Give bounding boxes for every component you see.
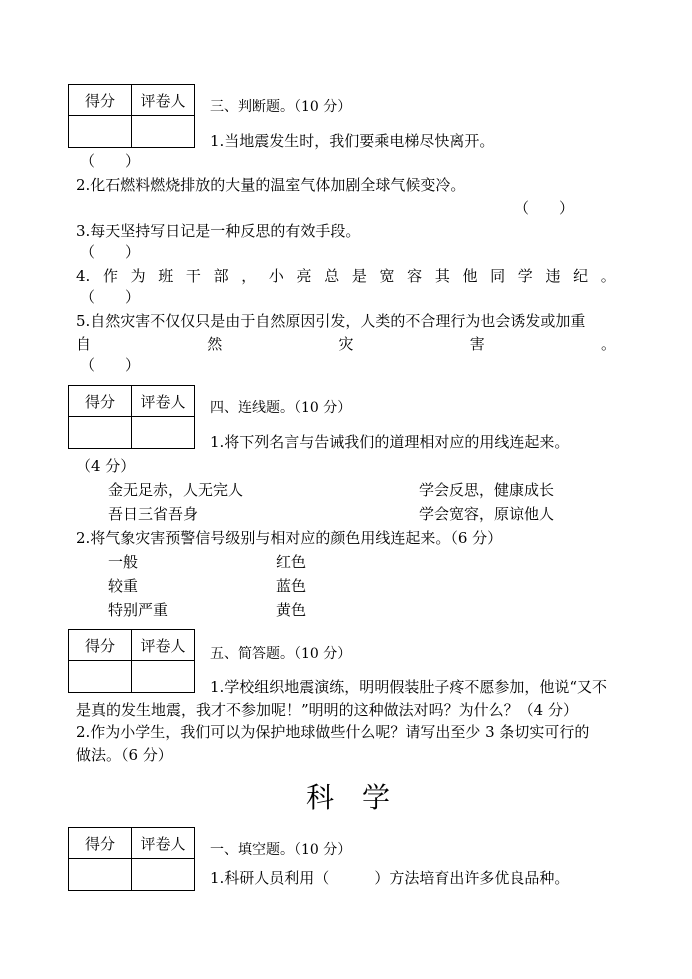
score-header: 得分: [69, 386, 132, 417]
lesson-item: 学会宽容，原谅他人: [419, 505, 555, 523]
score-table-sec4: [68, 385, 195, 449]
justified-char: 他: [462, 267, 478, 285]
score-table-science: [68, 827, 195, 891]
grader-cell: [132, 417, 195, 449]
justified-char: 学: [517, 267, 533, 285]
grader-cell: [132, 859, 195, 891]
sec5-q1-line2: 是真的发生地震，我才不参加呢！”明明的这种做法对吗？为什么？（4 分）: [76, 701, 578, 719]
justified-char: 班: [158, 267, 174, 285]
grader-header: 评卷人: [132, 828, 195, 859]
justified-char: ，: [241, 267, 257, 285]
justified-char: 总: [324, 267, 340, 285]
sec3-q4: [76, 266, 616, 286]
warning-level: 特别严重: [108, 601, 169, 619]
score-header: 得分: [69, 85, 132, 116]
sec3-q5-line1: 5.自然灾害不仅仅只是由于自然原因引发，人类的不合理行为也会诱发或加重: [76, 312, 586, 330]
score-table-sec3: [68, 84, 195, 148]
justified-char: 害: [469, 335, 485, 353]
justified-char: 同: [490, 267, 506, 285]
grader-header: 评卷人: [132, 630, 195, 661]
sec5-q2-line1: 2.作为小学生，我们可以为保护地球做些什么呢？请写出至少 3 条切实可行的: [76, 723, 590, 741]
justified-char: 宽: [379, 267, 395, 285]
section-4-title: 四、连线题。（10 分）: [210, 400, 352, 416]
justified-char: 然: [207, 335, 223, 353]
warning-level: 较重: [108, 577, 139, 595]
grader-cell: [132, 661, 195, 693]
score-header: 得分: [69, 630, 132, 661]
grader-header: 评卷人: [132, 85, 195, 116]
justified-char: 亮: [296, 267, 312, 285]
warning-color: 红色: [276, 553, 307, 571]
proverb-item: 金无足赤，人无完人: [108, 481, 244, 499]
justified-char: 是: [351, 267, 367, 285]
score-header: 得分: [69, 828, 132, 859]
sec3-q1-answer: （ ）: [80, 152, 141, 170]
justified-char: 容: [407, 267, 423, 285]
justified-char: 干: [185, 267, 201, 285]
score-table-sec5: [68, 629, 195, 693]
justified-char: 纪: [573, 267, 589, 285]
sec3-q2: 2.化石燃料燃烧排放的大量的温室气体加剧全球气候变冷。: [76, 176, 466, 194]
justified-char: 4.: [76, 267, 91, 285]
sec4-q2: 2.将气象灾害预警信号级别与相对应的颜色用线连起来。（6 分）: [76, 529, 503, 547]
warning-level: 一般: [108, 553, 139, 571]
justified-char: 部: [213, 267, 229, 285]
justified-char: 其: [434, 267, 450, 285]
lesson-item: 学会反思，健康成长: [419, 481, 555, 499]
score-cell: [69, 417, 132, 449]
sec4-q1: 1.将下列名言与告诫我们的道理相对应的用线连起来。: [210, 433, 570, 451]
science-q1: 1.科研人员利用（ ）方法培育出许多优良品种。: [210, 869, 570, 887]
sec3-q3: 3.每天坚持写日记是一种反思的有效手段。: [76, 222, 361, 240]
score-cell: [69, 116, 132, 148]
proverb-item: 吾日三省吾身: [108, 505, 199, 523]
sec3-q5-answer: （ ）: [80, 356, 141, 374]
justified-char: 为: [130, 267, 146, 285]
justified-char: 。: [600, 335, 616, 353]
sec3-q3-answer: （ ）: [80, 243, 141, 261]
sec3-q5-line2: [76, 334, 616, 354]
score-cell: [69, 661, 132, 693]
justified-char: 作: [102, 267, 118, 285]
warning-color: 黄色: [276, 601, 307, 619]
justified-char: 灾: [338, 335, 354, 353]
sec3-q4-answer: （ ）: [80, 288, 141, 306]
sec4-q1-score: （4 分）: [76, 457, 136, 475]
science-section-1-title: 一、填空题。（10 分）: [210, 842, 352, 858]
sec3-q2-answer: （ ）: [514, 199, 575, 217]
sec3-q1: 1.当地震发生时，我们要乘电梯尽快离开。: [210, 132, 495, 150]
subject-title: 科学: [306, 781, 419, 814]
score-cell: [69, 859, 132, 891]
section-3-title: 三、判断题。（10 分）: [210, 99, 352, 115]
warning-color: 蓝色: [276, 577, 307, 595]
sec5-q2-line2: 做法。（6 分）: [76, 746, 173, 764]
justified-char: 。: [600, 267, 616, 285]
justified-char: 违: [545, 267, 561, 285]
grader-cell: [132, 116, 195, 148]
justified-char: 自: [76, 335, 92, 353]
section-5-title: 五、简答题。（10 分）: [210, 646, 352, 662]
grader-header: 评卷人: [132, 386, 195, 417]
sec5-q1-line1: 1.学校组织地震演练，明明假装肚子疼不愿参加，他说“又不: [210, 678, 607, 696]
justified-char: 小: [268, 267, 284, 285]
